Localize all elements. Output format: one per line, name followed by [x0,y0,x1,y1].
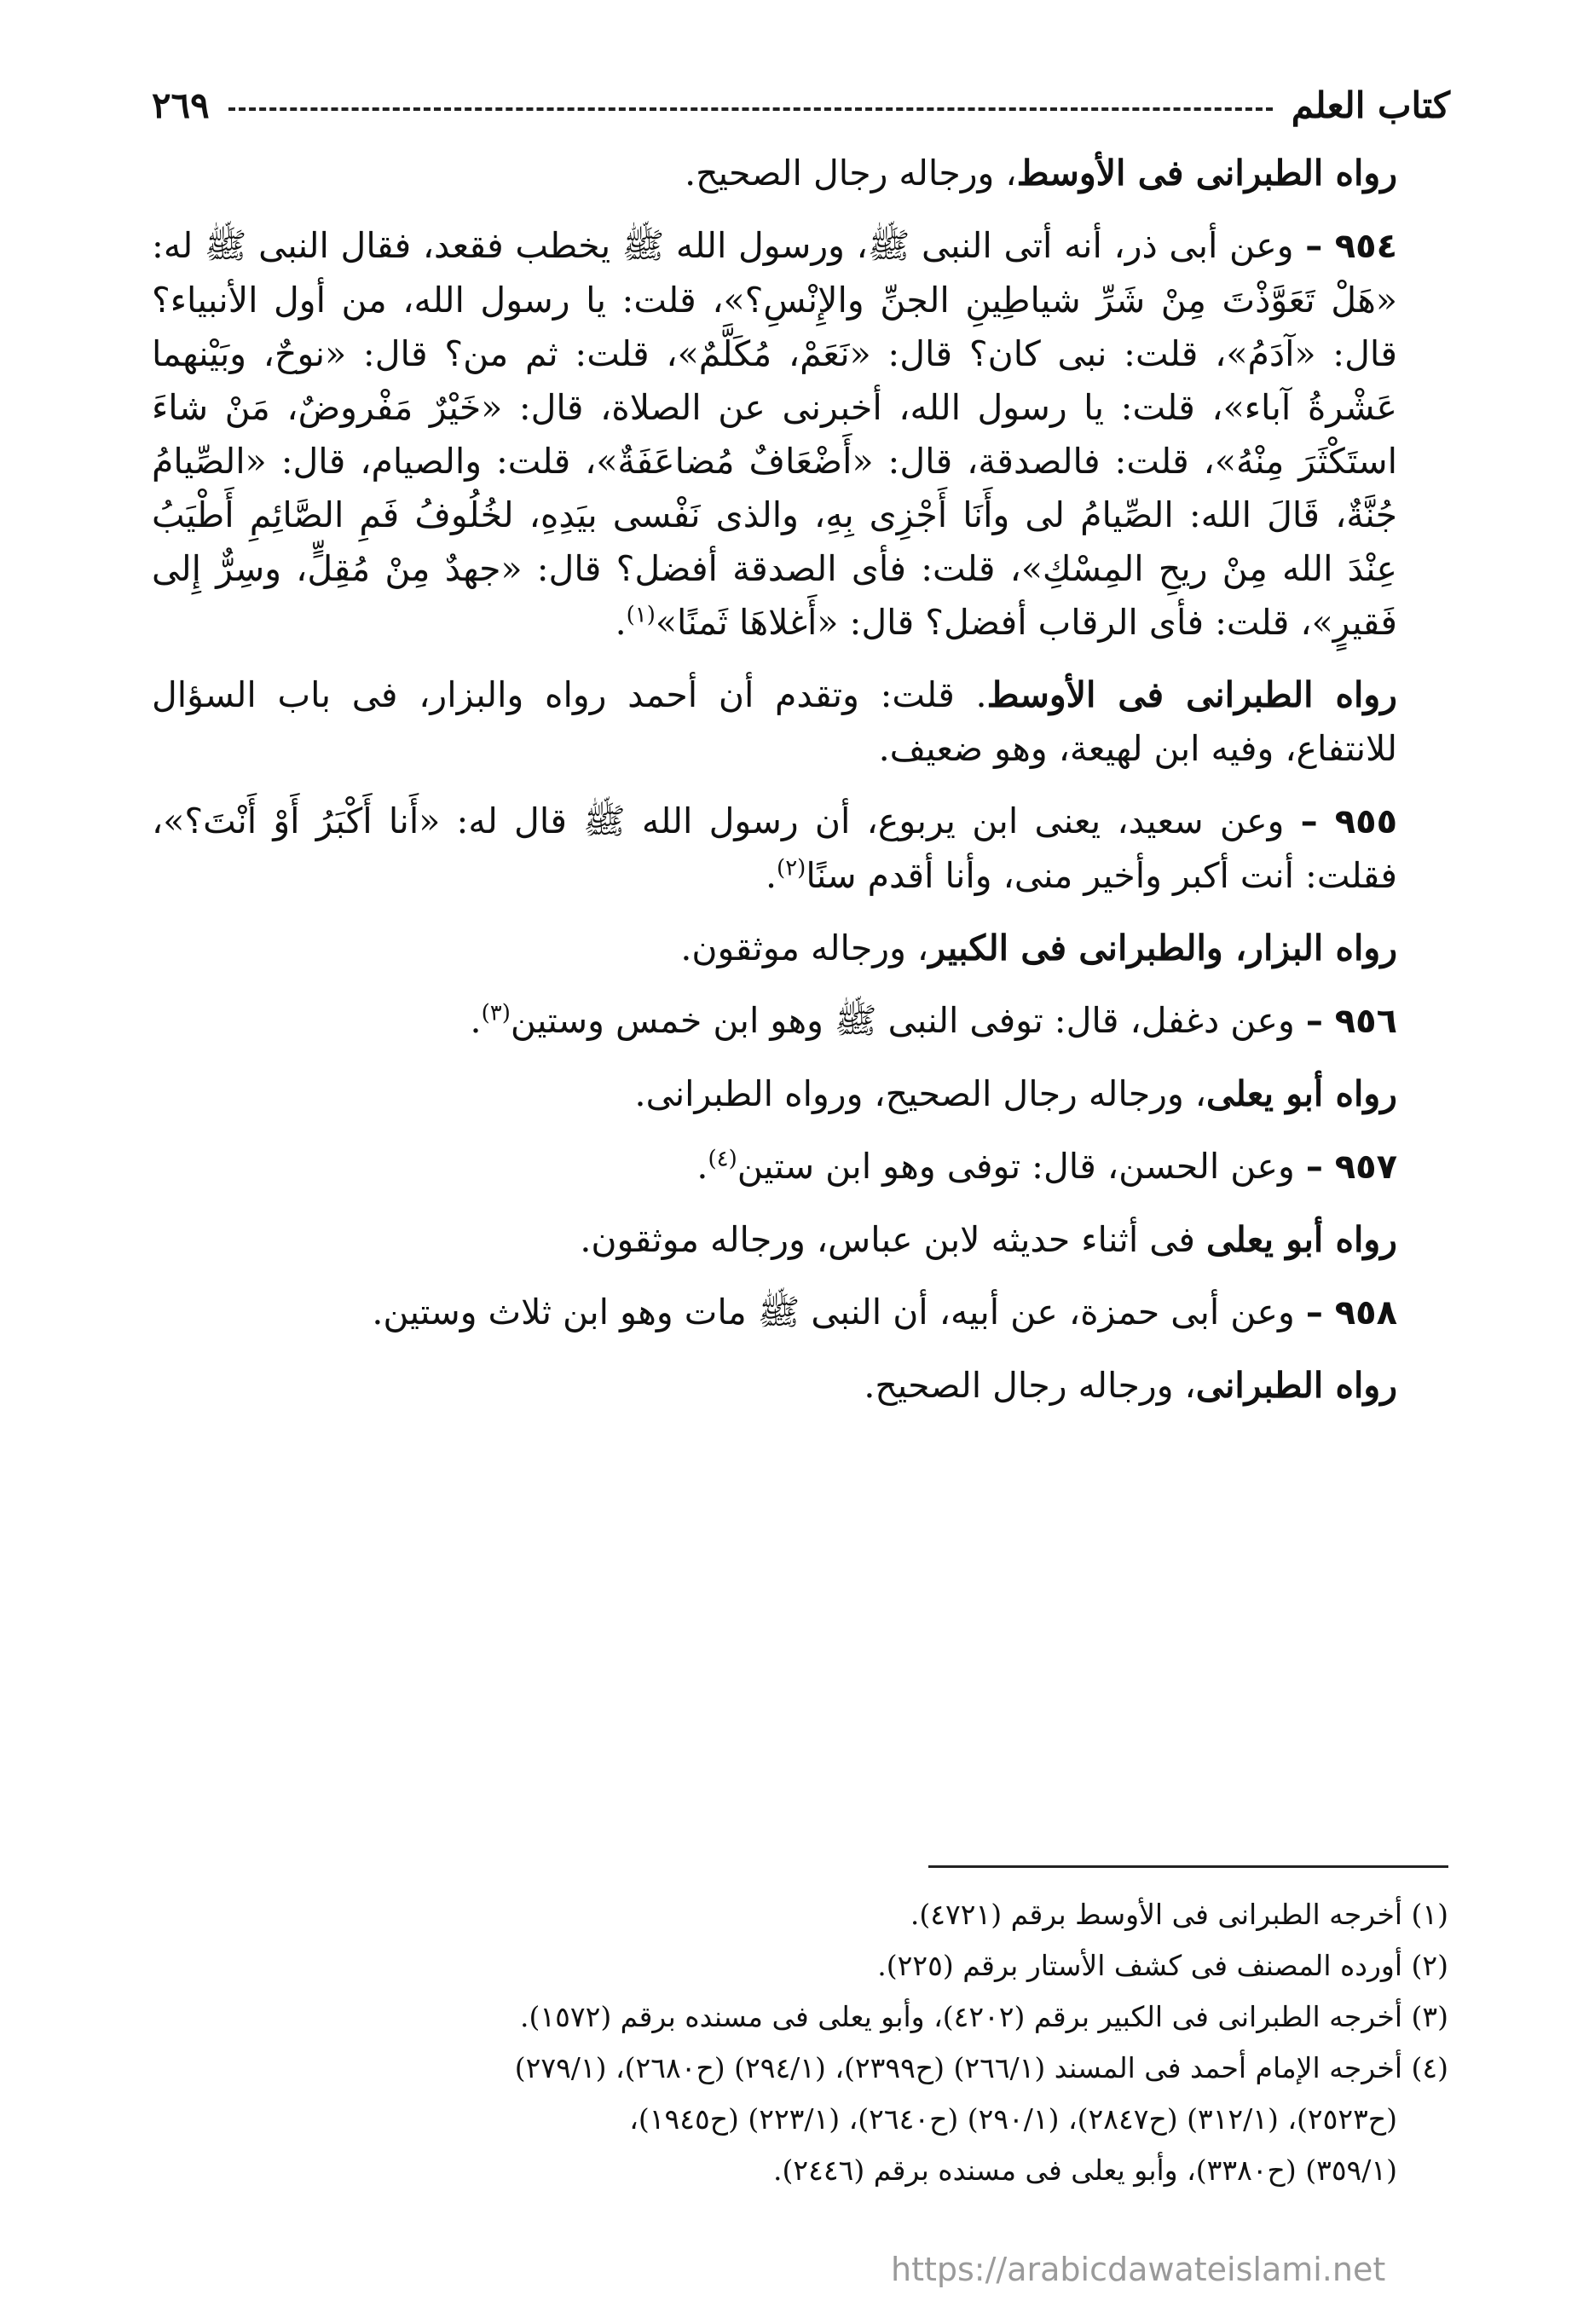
footnote-1: (١) أخرجه الطبرانى فى الأوسط برقم (٤٧٢١). [910,1898,1448,1931]
hadith-text: وعن أبى ذر، أنه أتى النبى ﷺ، ورسول الله ﷺ يخطب فقعد، فقال النبى ﷺ له: «هَلْ تَعَوَّذْتَ مِنْ شَرِّ شياطِينِ الجنِّ والإِنْسِ؟»، قلت: يا رسول الله، من أول الأنبياء؟ قال: «آدَمُ»، قلت: نبى كان؟ قال: «نَعَمْ، مُكَلَّمٌ»، قلت: ثم من؟ قال: «نوحٌ، وبَيْنهما عَشْرةُ آباء»، قلت: يا رسول الله، أخبرنى عن الصلاة، قال: «خَيْرٌ مَفْروضٌ، مَنْ شاءَ استَكْثَرَ مِنْهُ»، قلت: فالصدقة، قال: «أَضْعَافٌ مُضاعَفَةٌ»، قلت: والصيام، قال: «الصِّيامُ جُنَّةٌ، قَالَ الله: الصِّيامُ لى وأَنَا أَجْزِى بِهِ، والذى نَفْسى بيَدِهِ، لخُلُوفُ فَمِ الصَّائِمِ أَطْيَبُ عِنْدَ الله مِنْ ريحِ المِسْكِ»، قلت: فأى الصدقة أفضل؟ قال: «جهدٌ مِنْ مُقِلٍّ، وسِرٌّ إِلى فَقيرٍ»، قلت: فأى الرقاب أفضل؟ قال: «أَغلاهَا ثَمنًا» [152,225,1397,643]
hadith-number: ٩٥٥ – [1300,802,1397,841]
source-name: رواه الطبرانى فى الأوسط [1016,153,1397,194]
hadith-number: ٩٥٦ – [1305,1002,1397,1041]
source-comment: ، ورجاله رجال الصحيح، ورواه الطبرانى. [634,1073,1207,1114]
hadith-number: ٩٥٨ – [1305,1293,1397,1333]
footnote-4-line-2: (ح٢٥٢٣)، (٣١٢/١) (ح٢٨٤٧)، (٢٩٠/١) (ح٢٦٤٠)، (٢٢٣/١) (ح١٩٤٥)، [629,2102,1397,2136]
hadith-text: وعن أبى حمزة، عن أبيه، أن النبى ﷺ مات وهو ابن ثلاث وستين. [372,1292,1295,1333]
hadith-text: وعن دغفل، قال: توفى النبى ﷺ وهو ابن خمس وستين [510,1000,1295,1041]
source-name: رواه البزار، والطبرانى فى الكبير [928,928,1397,968]
source-name: رواه الطبرانى فى الأوسط [986,674,1397,715]
source-note [152,1213,1448,1267]
source-note [152,1359,1448,1413]
source-name: رواه أبو يعلى [1206,1219,1397,1260]
hadith-text: وعن سعيد، يعنى ابن يربوع، أن رسول الله ﷺ قال له: «أَنا أَكْبَرُ أَوْ أَنْتَ؟»، فقلت: أنت أكبر وأخير منى، وأنا أقدم سنًا [152,801,1397,896]
chapter-title: كتاب العلم [1291,84,1450,126]
footnote-2: (٢) أورده المصنف فى كشف الأستار برقم (٢٢٥). [877,1949,1448,1982]
footnote-ref[interactable]: (٢) [777,855,806,882]
source-comment: فى أثناء حديثه لابن عباس، ورجاله موثقون. [580,1219,1207,1260]
footnotes [152,1891,1448,2198]
page-number: ٢٦٩ [152,84,210,126]
footnote-ref[interactable]: (٤) [708,1146,737,1172]
running-header [152,75,1450,135]
source-name: رواه الطبرانى [1195,1365,1397,1406]
hadith-955: ٩٥٥ – وعن سعيد، يعنى ابن يربوع، أن رسول الله ﷺ قال له: «أَنا أَكْبَرُ أَوْ أَنْتَ؟»، فقلت: أنت أكبر وأخير منى، وأنا أقدم سنًا$^{(٢)}$. [152,801,1397,896]
hadith-number: ٩٥٧ – [1305,1148,1397,1187]
hadith-957: ٩٥٧ – وعن الحسن، قال: توفى وهو ابن ستين$^{(٤)}$. [696,1146,1397,1187]
source-note [152,1067,1448,1121]
source-name: رواه أبو يعلى [1206,1073,1397,1114]
watermark-url: https://arabicdawateislami.net [891,2251,1386,2288]
footnote-ref[interactable]: (٣) [481,1000,511,1026]
source-note [152,668,1448,776]
hadith-954: ٩٥٤ – وعن أبى ذر، أنه أتى النبى ﷺ، ورسول الله ﷺ يخطب فقعد، فقال النبى ﷺ له: «هَلْ تَعَوَّذْتَ مِنْ شَرِّ شياطِينِ الجنِّ والإِنْسِ؟»، قلت: يا رسول الله، من أول الأنبياء؟ قال: «آدَمُ»، قلت: نبى كان؟ قال: «نَعَمْ، مُكَلَّمٌ»، قلت: ثم من؟ قال: «نوحٌ، وبَيْنهما عَشْرةُ آباء»، قلت: يا رسول الله، أخبرنى عن الصلاة، قال: «خَيْرٌ مَفْروضٌ، مَنْ شاءَ استَكْثَرَ مِنْهُ»، قلت: فالصدقة، قال: «أَضْعَافٌ مُضاعَفَةٌ»، قلت: والصيام، قال: «الصِّيامُ جُنَّةٌ، قَالَ الله: الصِّيامُ لى وأَنَا أَجْزِى بِهِ، والذى نَفْسى بيَدِهِ، لخُلُوفُ فَمِ الصَّائِمِ أَطْيَبُ عِنْدَ الله مِنْ ريحِ المِسْكِ»، قلت: فأى الصدقة أفضل؟ قال: «جهدٌ مِنْ مُقِلٍّ، وسِرٌّ إِلى فَقيرٍ»، قلت: فأى الرقاب أفضل؟ قال: «أَغلاهَا ثَمنًا»$^{(١)}$. [152,225,1397,643]
main-text [152,147,1448,1431]
source-comment: ، ورجاله موثقون. [680,928,929,968]
hadith-958 [152,1286,1448,1340]
hadith-number: ٩٥٤ – [1305,227,1397,266]
footnote-3: (٣) أخرجه الطبرانى فى الكبير برقم (٤٢٠٢)، وأبو يعلى فى مسنده برقم (١٥٧٢). [520,2000,1448,2033]
source-comment: ، ورجاله رجال الصحيح. [685,153,1017,194]
source-comment: ، ورجاله رجال الصحيح. [864,1365,1196,1406]
header-dashed-rule [228,107,1273,111]
footnote-4-line-3: (٣٥٩/١) (ح٣٣٨٠)، وأبو يعلى فى مسنده برقم (٢٤٤٦). [773,2153,1397,2187]
hadith-text: وعن الحسن، قال: توفى وهو ابن ستين [737,1146,1295,1187]
footnote-ref[interactable]: (١) [626,602,656,628]
footnote-separator [928,1865,1448,1868]
source-note [152,922,1448,975]
hadith-956: ٩٥٦ – وعن دغفل، قال: توفى النبى ﷺ وهو ابن خمس وستين$^{(٣)}$. [470,1000,1397,1041]
footnote-4-line-1: (٤) أخرجه الإمام أحمد فى المسند (٢٦٦/١) (ح٢٣٩٩)، (٢٩٤/١) (ح٢٦٨٠)، (٢٧٩/١) [514,2051,1448,2084]
source-comment: . قلت: وتقدم أن أحمد رواه والبزار، فى باب السؤال للانتفاع، وفيه ابن لهيعة، وهو ضعيف. [152,674,1397,769]
source-note [152,147,1448,200]
